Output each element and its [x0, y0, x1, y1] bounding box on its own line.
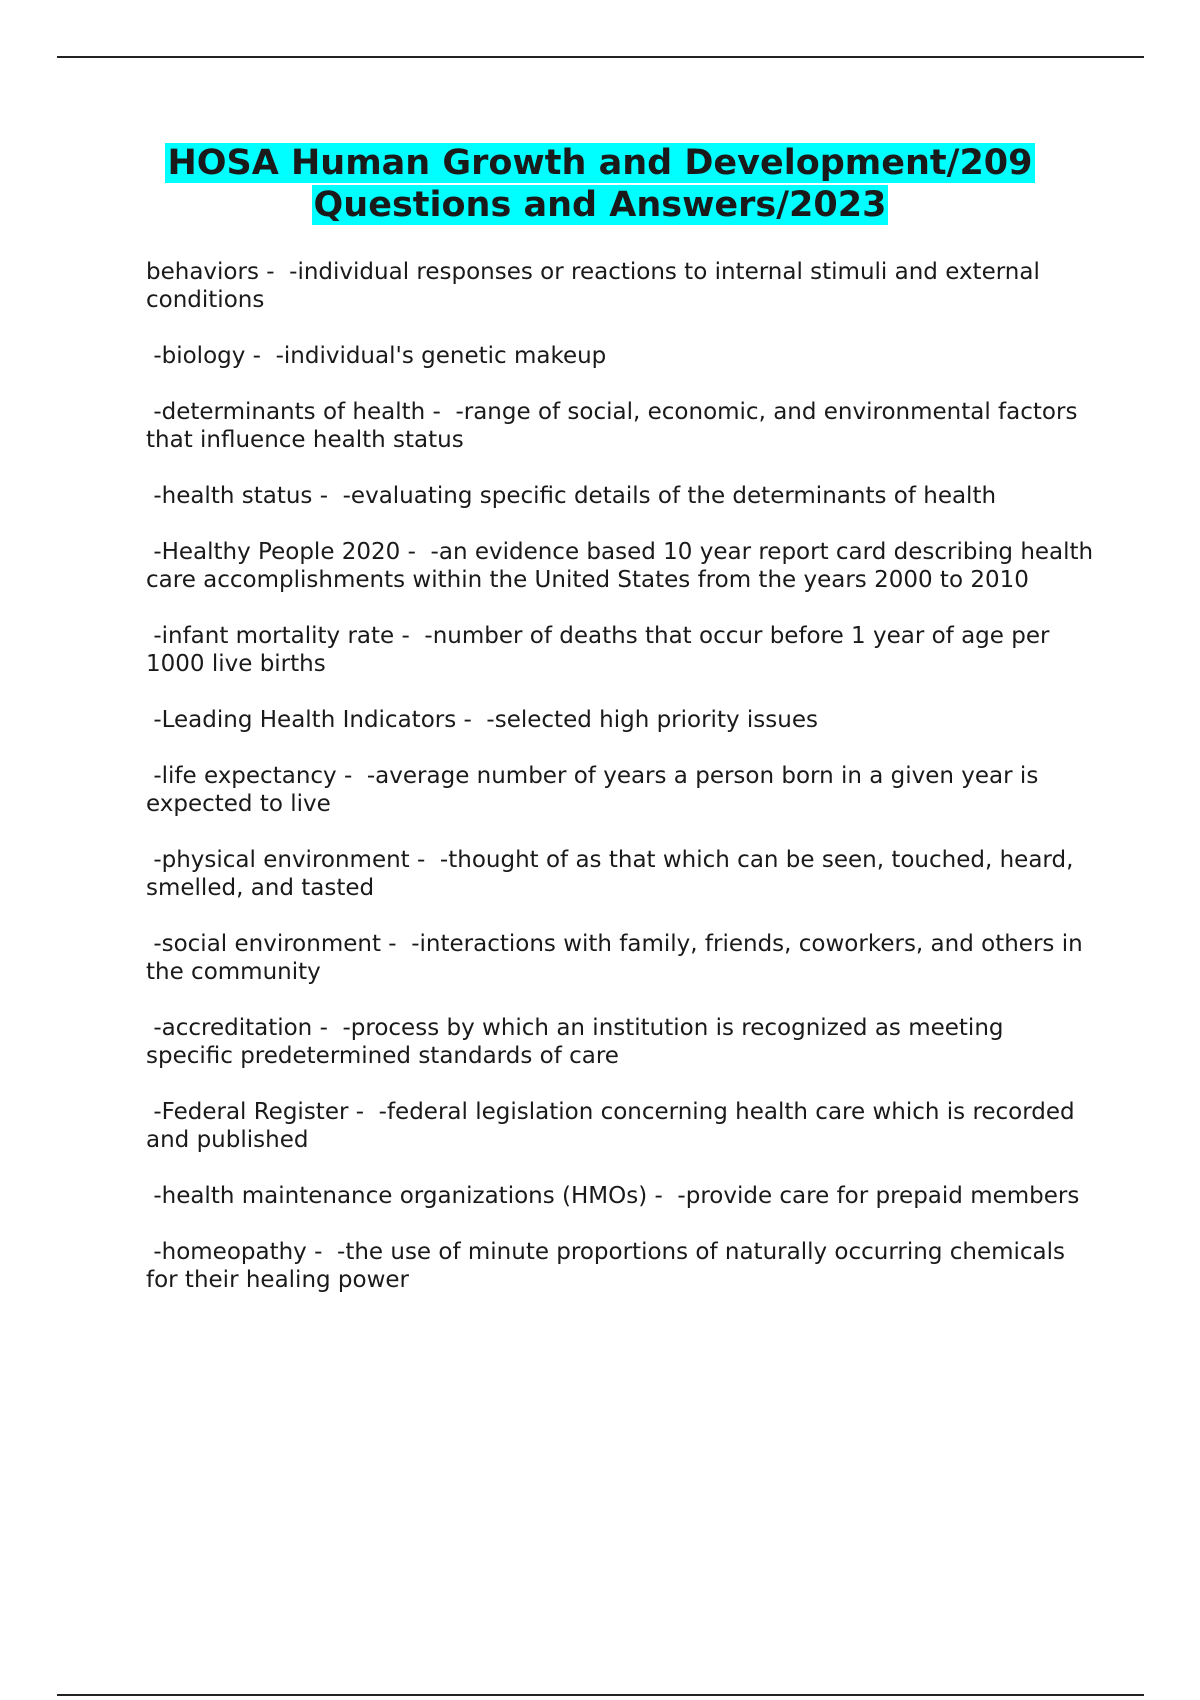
qa-entry-healthy-people-2020: -Healthy People 2020 - -an evidence based 10 year report card describing health care accomplishments within the United States from the years 2000 to 2010 — [146, 539, 1101, 593]
qa-entry-physical-environment: -physical environment - -thought of as that which can be seen, touched, heard, smelled, and tasted — [146, 847, 1081, 901]
qa-entry-federal-register: -Federal Register - -federal legislation concerning health care which is recorded and published — [146, 1099, 1082, 1153]
qa-entry-accreditation: -accreditation - -process by which an institution is recognized as meeting specific predetermined standards of care — [146, 1015, 1011, 1069]
qa-entry-leading-health-indicators: -Leading Health Indicators - -selected high priority issues — [146, 707, 818, 733]
qa-entry-biology: -biology - -individual's genetic makeup — [146, 343, 607, 369]
qa-entry-health-status: -health status - -evaluating specific details of the determinants of health — [146, 483, 997, 509]
qa-entry-behaviors: behaviors - -individual responses or reactions to internal stimuli and external conditions — [146, 259, 1048, 313]
qa-entry-infant-mortality-rate: -infant mortality rate - -number of deaths that occur before 1 year of age per 1000 live births — [146, 623, 1057, 677]
qa-entry-life-expectancy: -life expectancy - -average number of years a person born in a given year is expected to live — [146, 763, 1046, 817]
title-line-1: HOSA Human Growth and Development/209 — [167, 143, 1033, 183]
header-rule — [57, 56, 1144, 58]
qa-entry-social-environment: -social environment - -interactions with family, friends, coworkers, and others in the community — [146, 931, 1090, 985]
qa-entry-determinants-of-health: -determinants of health - -range of social, economic, and environmental factors that influence health status — [146, 399, 1085, 453]
qa-entry-homeopathy: -homeopathy - -the use of minute proportions of naturally occurring chemicals for their healing power — [146, 1239, 1073, 1293]
footer-rule — [57, 1694, 1144, 1696]
qa-entry-hmos: -health maintenance organizations (HMOs) - -provide care for prepaid members — [146, 1183, 1080, 1209]
document-title — [0, 142, 1200, 226]
title-line-2: Questions and Answers/2023 — [313, 185, 887, 225]
qa-list — [146, 258, 1101, 1322]
